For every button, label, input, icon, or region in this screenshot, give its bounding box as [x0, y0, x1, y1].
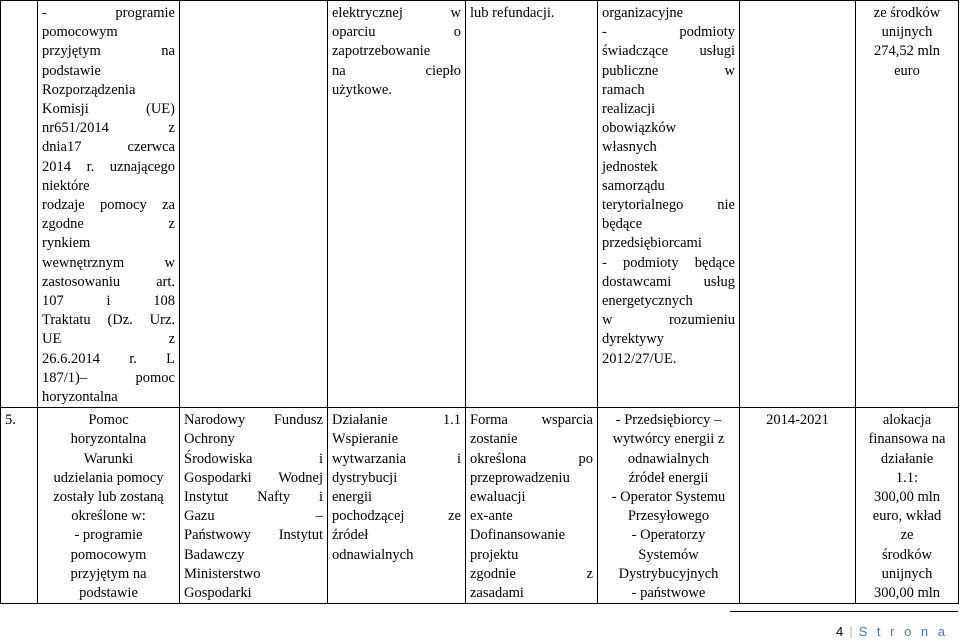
cell-line: Traktatu (Dz. Urz.: [42, 312, 175, 329]
cell-line: Badawczy: [184, 546, 245, 563]
cell-number: [1, 1, 38, 408]
cell-line: Dofinansowanie: [470, 527, 566, 544]
cell-line: 107 i 108: [42, 293, 175, 310]
cell-line: [184, 4, 323, 23]
cell-line: terytorialnego nie: [602, 197, 735, 214]
cell-line: rodzaje pomocy za: [42, 197, 175, 214]
cell-line: wytwarzania i: [332, 450, 461, 467]
cell-line: zgodnie z: [470, 565, 593, 582]
cell-line: - podmioty będące: [602, 254, 735, 271]
cell-line: dostawcami usług: [602, 273, 735, 290]
cell-line: na ciepło: [332, 62, 461, 79]
cell-line: wytwórcy energii z: [612, 431, 725, 448]
cell-line: 26.6.2014 r. L: [42, 350, 175, 367]
cell-line: przyjętym na: [42, 43, 175, 60]
cell-line: euro: [894, 62, 920, 79]
cell-line: pomocowym: [70, 546, 147, 563]
cell-line: 300,00 mln: [873, 489, 941, 506]
cell-line: energetycznych: [602, 293, 693, 310]
cell-line: środków: [882, 546, 932, 563]
footer-divider: [730, 611, 958, 612]
cell-line: Instytut Nafty i: [184, 489, 323, 506]
cell-line: ewaluacji: [470, 489, 526, 506]
cell-line: energii: [332, 489, 372, 506]
cell-line: UE z: [42, 331, 175, 348]
cell-line: Systemów: [638, 546, 699, 563]
cell-line: Pomoc: [88, 412, 129, 429]
cell-line: 2014 r. uznającego: [42, 158, 175, 175]
cell-line: pochodzącej ze: [332, 508, 461, 525]
cell-line: Gospodarki: [184, 585, 252, 602]
cell-legal-basis: [38, 1, 180, 408]
cell-line: własnych: [602, 139, 657, 156]
cell-line: alokacja: [882, 412, 932, 429]
cell-line: dystrybucji: [332, 469, 398, 486]
cell-beneficiaries: [598, 1, 740, 408]
cell-institution: [180, 408, 328, 604]
cell-line: Forma wsparcia: [470, 412, 593, 429]
cell-line: będące: [602, 216, 643, 233]
cell-line: Komisji (UE): [42, 101, 175, 118]
cell-line: zostanie: [470, 431, 518, 448]
cell-line: publiczne w: [602, 62, 735, 79]
cell-line: unijnych: [881, 24, 933, 41]
cell-line: jednostek: [602, 158, 658, 175]
cell-line: wewnętrznym w: [42, 254, 175, 271]
cell-line: w rozumieniu: [602, 312, 735, 329]
cell-line: przyjętym na: [70, 565, 147, 582]
cell-line: realizacji: [602, 101, 656, 118]
cell-period: [740, 408, 856, 604]
cell-line: określone w:: [71, 508, 146, 525]
cell-line: działanie: [880, 450, 934, 467]
cell-line: 300,00 mln: [873, 585, 941, 602]
cell-line: ze: [900, 527, 914, 544]
cell-line: ramach: [602, 81, 645, 98]
cell-line: - programie: [42, 5, 175, 21]
table-row: [1, 1, 959, 408]
cell-beneficiaries: [598, 408, 740, 604]
cell-line: - Operatorzy: [631, 527, 706, 544]
table-row: [1, 408, 959, 604]
cell-period: [740, 1, 856, 408]
cell-line: Narodowy Fundusz: [184, 412, 323, 429]
cell-line: Państwowy Instytut: [184, 527, 323, 544]
cell-line: ze środków: [873, 5, 941, 21]
cell-measure: [328, 408, 466, 604]
cell-line: zostały lub zostaną: [53, 489, 164, 506]
cell-line: lub refundacji.: [470, 5, 555, 21]
cell-line: zasadami: [470, 585, 524, 602]
cell-line: zapotrzebowanie: [332, 43, 431, 60]
cell-line: Dystrybucyjnych: [618, 565, 719, 582]
cell-line: organizacyjne: [602, 5, 684, 21]
cell-line: samorządu: [602, 177, 665, 194]
cell-line: Wspieranie: [332, 431, 399, 448]
cell-line: Ministerstwo: [184, 565, 261, 582]
cell-line: pomocowym: [42, 24, 118, 41]
cell-line: [744, 4, 851, 23]
cell-line: [5, 4, 33, 23]
cell-line: udzielania pomocy: [53, 469, 164, 486]
cell-line: Rozporządzenia: [42, 81, 136, 98]
cell-line: horyzontalna: [42, 389, 118, 406]
cell-line: oparciu o: [332, 24, 461, 41]
cell-line: Środowiska i: [184, 450, 323, 467]
cell-measure: [328, 1, 466, 408]
cell-line: źródeł energii: [628, 469, 709, 486]
cell-allocation: [856, 408, 959, 604]
cell-line: projektu: [470, 546, 519, 563]
cell-line: ex-ante: [470, 508, 513, 525]
cell-line: 187/1)– pomoc: [42, 369, 175, 386]
cell-line: Przesyłowego: [627, 508, 710, 525]
cell-line: Działanie 1.1: [332, 412, 461, 429]
cell-support-form: [466, 408, 598, 604]
cell-line: 2014-2021: [766, 412, 829, 429]
cell-legal-basis: [38, 408, 180, 604]
cell-line: 5.: [5, 412, 16, 429]
cell-line: niektóre: [42, 177, 90, 194]
cell-line: dyrektywy: [602, 331, 665, 348]
cell-line: określona po: [470, 450, 593, 467]
cell-institution: [180, 1, 328, 408]
cell-line: zastosowaniu art.: [42, 273, 175, 290]
cell-line: 274,52 mln: [873, 43, 941, 60]
cell-line: odnawialnych: [627, 450, 710, 467]
cell-line: - Operator Systemu: [611, 489, 726, 506]
cell-line: użytkowe.: [332, 81, 392, 98]
cell-line: Gospodarki Wodnej: [184, 469, 323, 486]
cell-line: obowiązków: [602, 120, 677, 137]
cell-line: świadczące usługi: [602, 43, 735, 60]
cell-line: - Przedsiębiorcy –: [615, 412, 722, 429]
cell-line: przeprowadzeniu: [470, 469, 570, 486]
cell-line: źródeł: [332, 527, 369, 544]
cell-line: podstawie: [79, 585, 138, 602]
cell-line: nr651/2014 z: [42, 120, 175, 137]
cell-line: euro, wkład: [872, 508, 942, 525]
cell-line: horyzontalna: [70, 431, 147, 448]
page-label: S t r o n a: [858, 624, 948, 639]
cell-line: finansowa na: [868, 431, 946, 448]
cell-number: [1, 408, 38, 604]
page-footer: [836, 624, 948, 639]
cell-line: elektrycznej w: [332, 5, 461, 21]
footer-separator: |: [849, 624, 853, 639]
cell-line: - programie: [74, 527, 143, 544]
cell-line: unijnych: [881, 565, 933, 582]
cell-line: Gazu –: [184, 508, 323, 525]
cell-support-form: [466, 1, 598, 408]
cell-line: odnawialnych: [332, 546, 414, 563]
cell-line: - podmioty: [602, 24, 735, 41]
cell-line: 1.1:: [895, 469, 919, 486]
cell-line: podstawie: [42, 62, 101, 79]
cell-line: Warunki: [83, 450, 134, 467]
cell-line: przedsiębiorcami: [602, 235, 702, 252]
cell-line: 2012/27/UE.: [602, 350, 677, 367]
cell-line: zgodne z: [42, 216, 175, 233]
cell-line: - państwowe: [631, 585, 706, 602]
page-number: 4: [836, 624, 844, 639]
cell-line: rynkiem: [42, 235, 91, 252]
cell-line: dnia17 czerwca: [42, 139, 175, 156]
cell-line: Ochrony: [184, 431, 235, 448]
cell-allocation: [856, 1, 959, 408]
